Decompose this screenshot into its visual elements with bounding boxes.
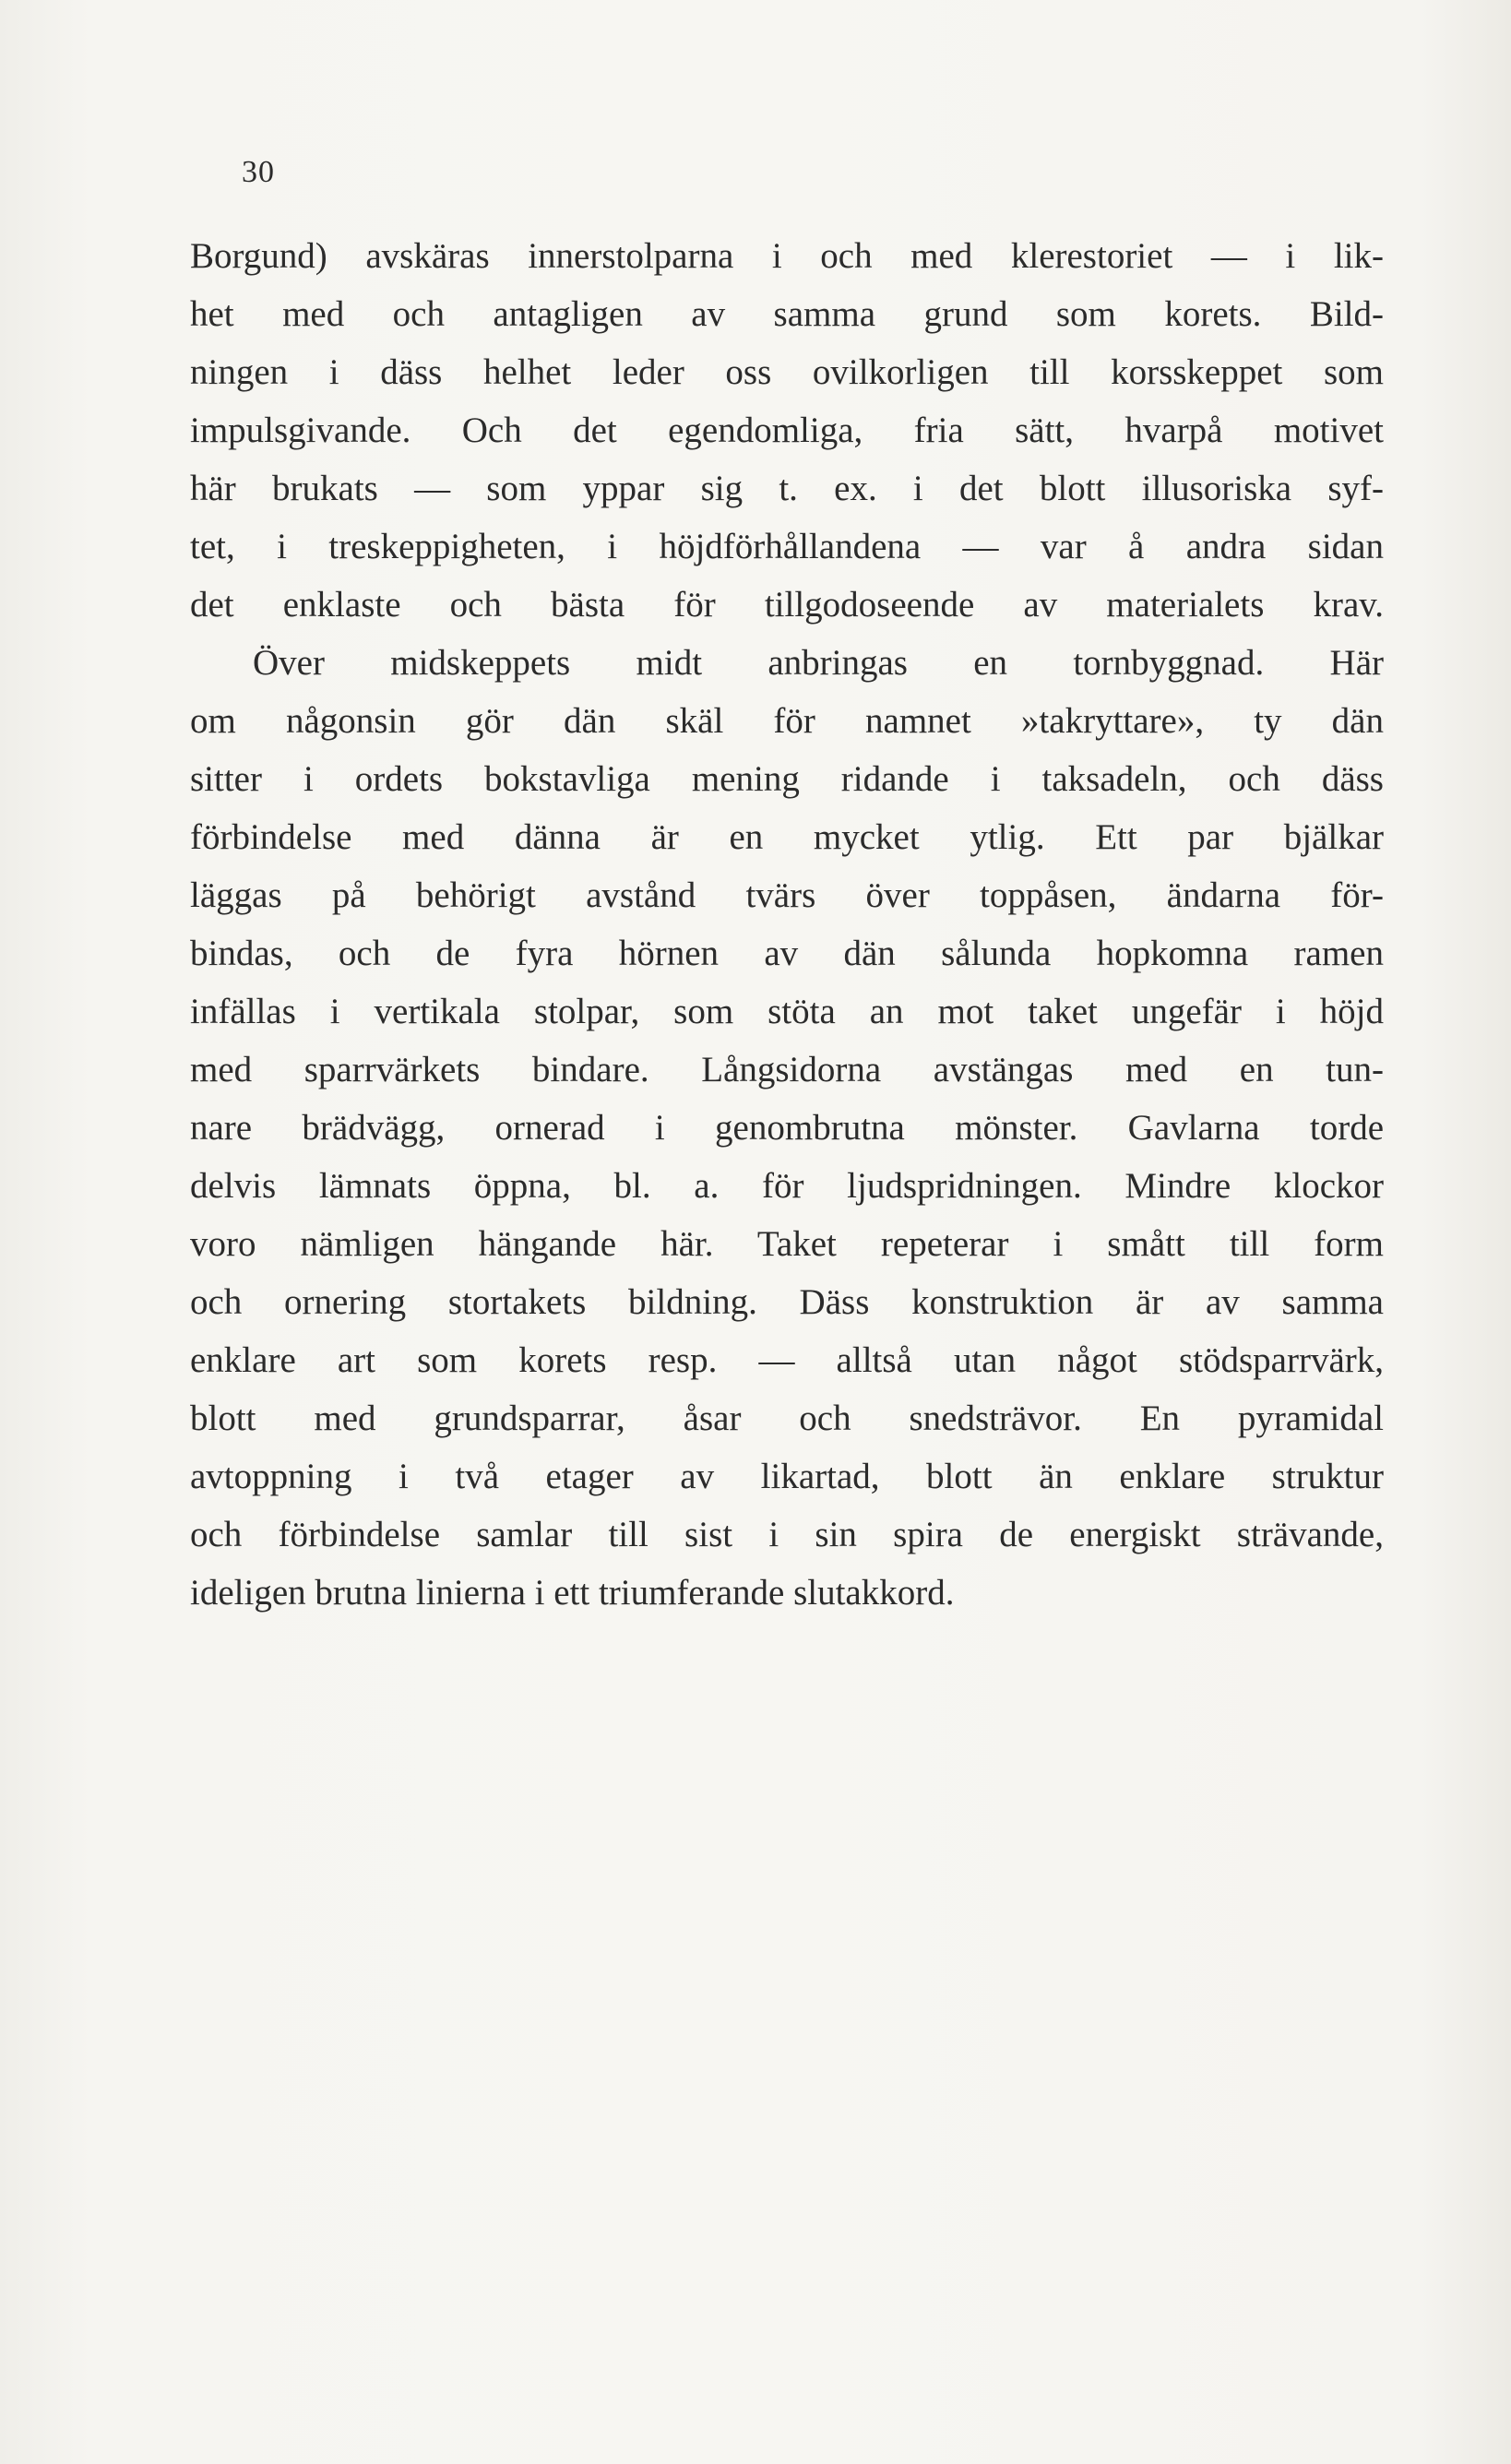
text-line: tet, i treskeppigheten, i höjdförhållandena — var å andra sidan — [190, 527, 1384, 566]
text-line: delvis lämnats öppna, bl. a. för ljudspridningen. Mindre klockor — [190, 1166, 1384, 1206]
text-line: sitter i ordets bokstavliga mening ridande i taksadeln, och däss — [190, 759, 1384, 799]
text-line: ningen i däss helhet leder oss ovilkorligen till korsskeppet som — [190, 352, 1384, 392]
text-line: om någonsin gör dän skäl för namnet »takryttare», ty dän — [190, 701, 1384, 741]
text-line: avtoppning i två etager av likartad, blott än enklare struktur — [190, 1457, 1384, 1496]
text-line: Borgund) avskäras innerstolparna i och med klerestoriet — i lik- — [190, 236, 1384, 276]
text-line: Över midskeppets midt anbringas en tornbyggnad. Här — [253, 643, 1384, 683]
text-line: ideligen brutna linierna i ett triumferande slutakkord. — [190, 1573, 955, 1613]
text-line: impulsgivande. Och det egendomliga, fria sätt, hvarpå motivet — [190, 411, 1384, 450]
text-line: och förbindelse samlar till sist i sin spira de energiskt strävande, — [190, 1515, 1384, 1554]
text-line: nare brädvägg, ornerad i genombrutna mönster. Gavlarna torde — [190, 1108, 1384, 1148]
text-line: bindas, och de fyra hörnen av dän sålunda hopkomna ramen — [190, 934, 1384, 973]
text-line: läggas på behörigt avstånd tvärs över toppåsen, ändarna för- — [190, 875, 1384, 915]
body-text — [190, 227, 1384, 1622]
text-line: het med och antagligen av samma grund som korets. Bild- — [190, 294, 1384, 334]
page-number: 30 — [242, 155, 275, 189]
text-line: infällas i vertikala stolpar, som stöta an mot taket ungefär i höjd — [190, 992, 1384, 1031]
text-line: blott med grundsparrar, åsar och snedsträvor. En pyramidal — [190, 1399, 1384, 1438]
text-line: det enklaste och bästa för tillgodoseende av materialets krav. — [190, 585, 1384, 625]
text-line: här brukats — som yppar sig t. ex. i det blott illusoriska syf- — [190, 469, 1384, 508]
text-line: enklare art som korets resp. — alltså utan något stödsparrvärk, — [190, 1340, 1384, 1380]
text-line: och ornering stortakets bildning. Däss konstruktion är av samma — [190, 1282, 1384, 1322]
text-line: förbindelse med dänna är en mycket ytlig. Ett par bjälkar — [190, 817, 1384, 857]
text-line: voro nämligen hängande här. Taket repeterar i smått till form — [190, 1224, 1384, 1264]
text-line: med sparrvärkets bindare. Långsidorna avstängas med en tun- — [190, 1050, 1384, 1089]
